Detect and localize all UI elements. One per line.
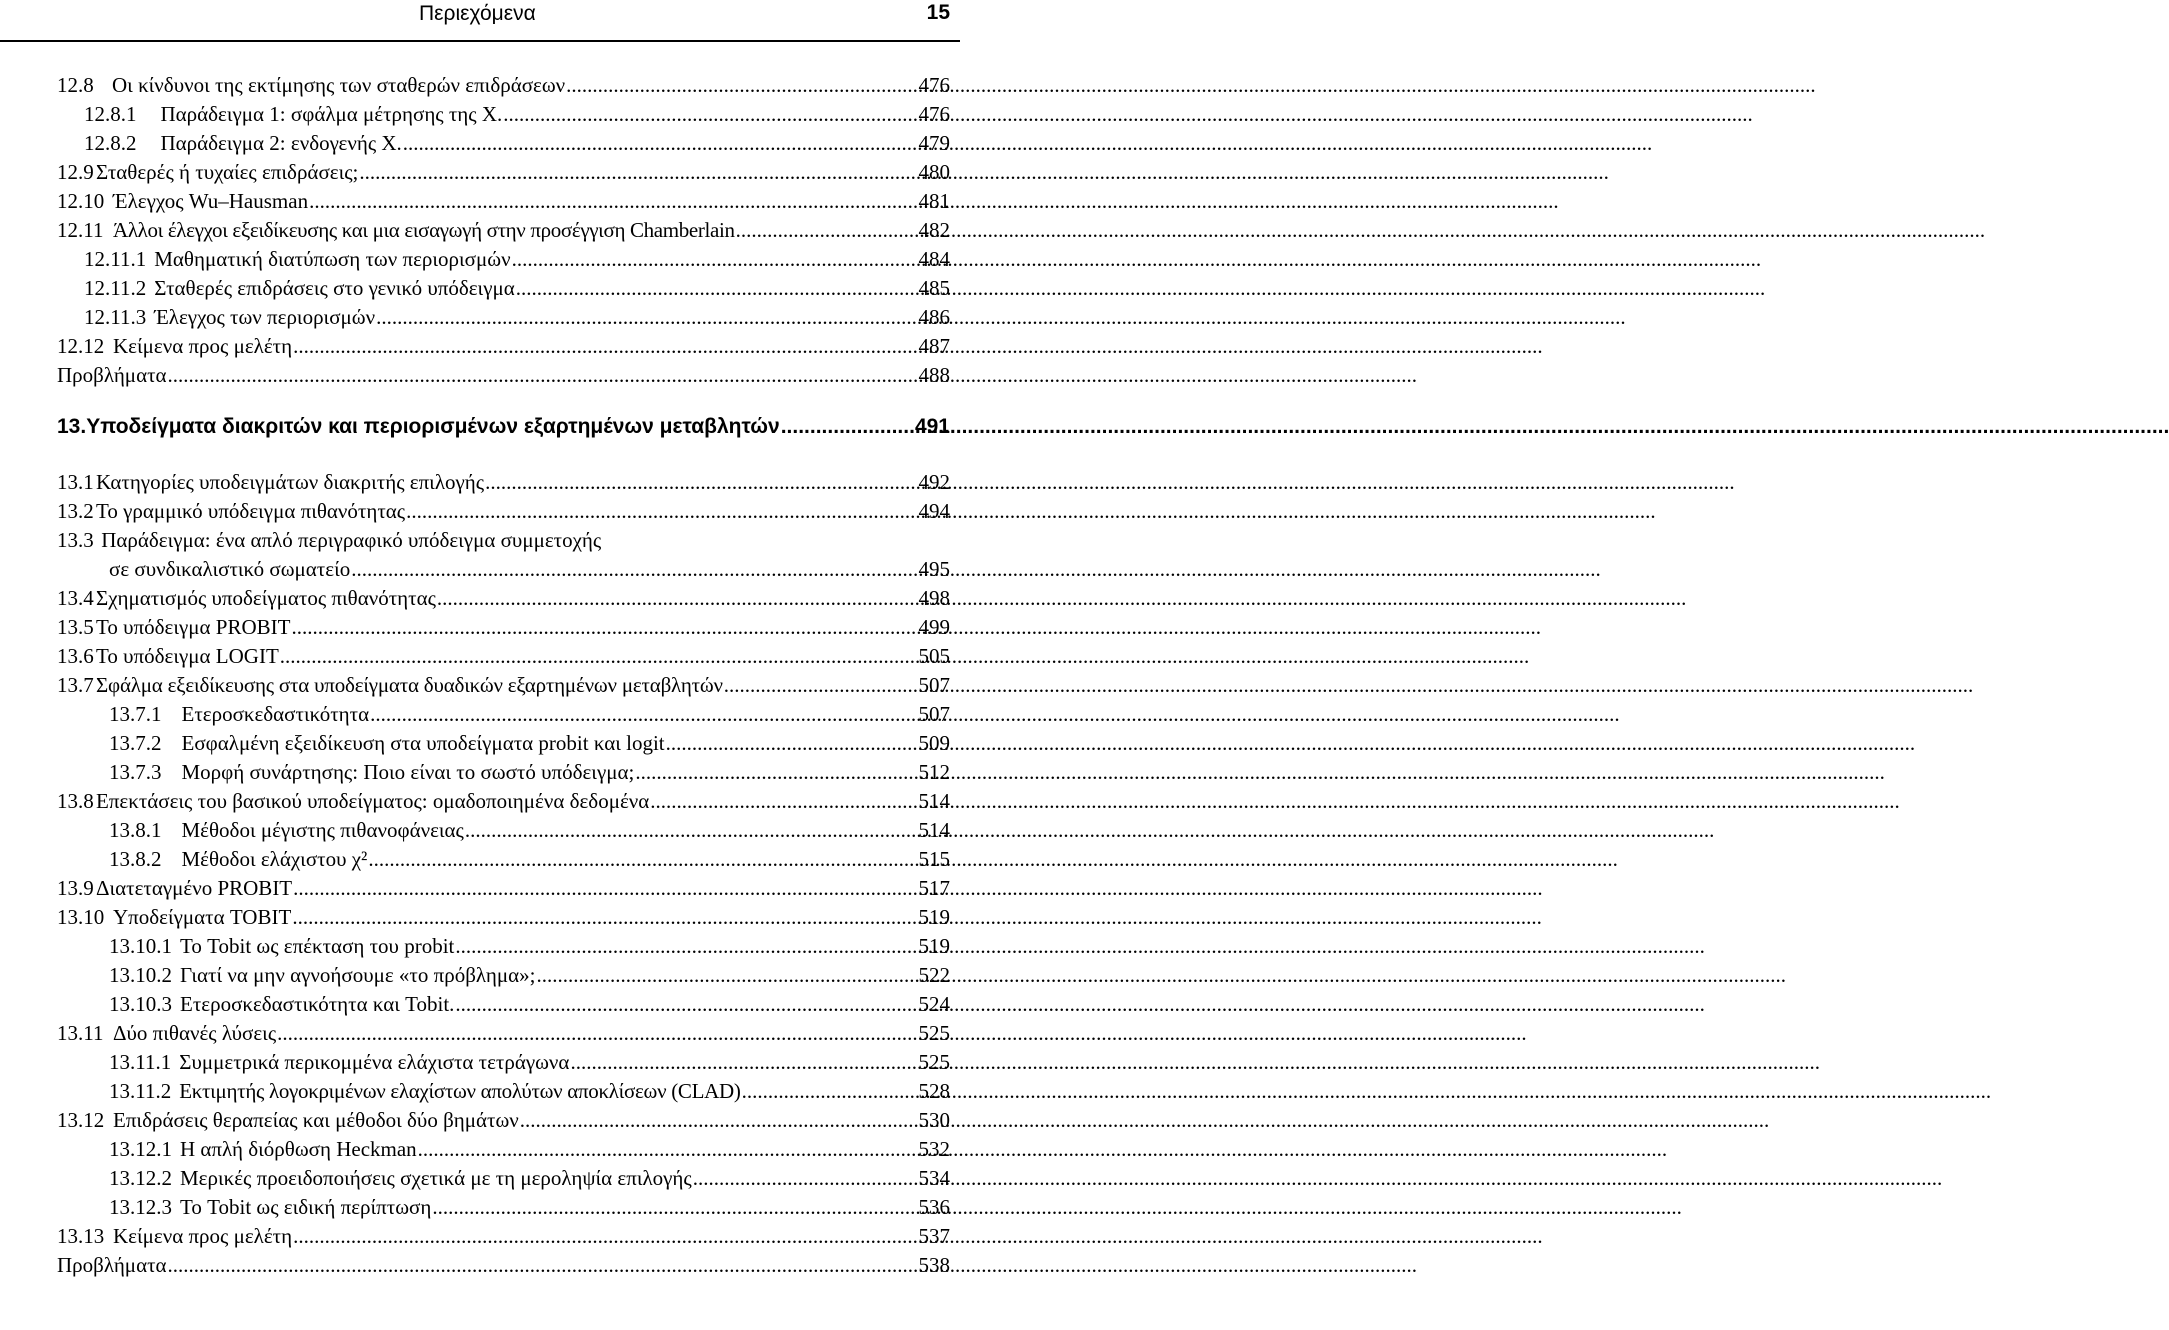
toc-entry[interactable]: [109, 1136, 950, 1162]
entry-number: 12.9: [57, 160, 94, 184]
dot-leader: [370, 701, 917, 727]
entry-page: 519: [918, 905, 950, 929]
dot-leader: [359, 159, 917, 185]
toc-entry[interactable]: [57, 188, 950, 214]
toc-entry[interactable]: [57, 1252, 950, 1278]
entry-page: 517: [918, 876, 950, 900]
entry-number: 13.13: [57, 1224, 105, 1248]
entry-title: Έλεγχος Wu–Hausman: [113, 189, 309, 213]
dot-leader: [309, 188, 917, 214]
dot-leader: [485, 469, 917, 495]
entry-page: 492: [918, 470, 950, 494]
entry-page: 479: [918, 131, 950, 155]
entry-number: 12.8: [57, 73, 94, 97]
dot-leader: [368, 846, 917, 872]
entry-number: 13.8: [57, 789, 94, 813]
dot-leader: [693, 1165, 918, 1191]
entry-page: 514: [918, 818, 950, 842]
dot-leader: [280, 643, 918, 669]
entry-title: Παράδειγμα 1: σφάλμα μέτρησης της X.: [160, 102, 503, 126]
dot-leader: [437, 585, 918, 611]
entry-title: σε συνδικαλιστικό σωματείο: [109, 557, 351, 581]
entry-page: 499: [918, 615, 950, 639]
entry-title: Προβλήματα: [57, 363, 167, 387]
dot-leader: [351, 556, 917, 582]
entry-title: Δύο πιθανές λύσεις: [113, 1021, 277, 1045]
entry-number: 13.10.3: [109, 992, 172, 1016]
toc-entry[interactable]: [57, 527, 601, 553]
toc-entry[interactable]: [57, 672, 950, 698]
entry-number: 13.7: [57, 673, 94, 697]
toc-entry[interactable]: [109, 962, 950, 988]
dot-leader: [635, 759, 917, 785]
toc-entry[interactable]: [109, 730, 950, 756]
entry-page: 537: [918, 1224, 950, 1248]
entry-number: 12.11: [57, 218, 104, 242]
chapter-page: 491: [914, 415, 950, 438]
toc-entry[interactable]: [57, 217, 950, 243]
toc-entry[interactable]: [57, 72, 950, 98]
entry-title: Η απλή διόρθωση Heckman: [180, 1137, 417, 1161]
entry-number: 13.12: [57, 1108, 105, 1132]
dot-leader: [293, 333, 917, 359]
toc-entry[interactable]: [57, 333, 950, 359]
entry-number: 13.7.2: [109, 731, 162, 755]
toc-entry[interactable]: [57, 498, 950, 524]
entry-number: 13.11: [57, 1021, 104, 1045]
entry-page: 485: [918, 276, 950, 300]
toc-entry[interactable]: [109, 1194, 950, 1220]
dot-leader: [293, 875, 917, 901]
toc-entry[interactable]: [57, 614, 950, 640]
toc-entry-continuation[interactable]: [109, 556, 950, 582]
entry-number: 13.10.1: [109, 934, 172, 958]
entry-number: 13.8.1: [109, 818, 162, 842]
entry-title: Μορφή συνάρτησης: Ποιο είναι το σωστό υπόδειγμα;: [181, 760, 635, 784]
entry-page: 486: [918, 305, 950, 329]
entry-number: 13.10: [57, 905, 105, 929]
dot-leader: [570, 1049, 917, 1075]
entry-number: 13.4: [57, 586, 94, 610]
dot-leader: [455, 933, 917, 959]
entry-number: 13.11.2: [109, 1079, 172, 1103]
entry-page: 476: [918, 73, 950, 97]
entry-title: Παράδειγμα: ένα απλό περιγραφικό υπόδειγμα συμμετοχής: [101, 528, 602, 552]
dot-leader: [293, 1223, 917, 1249]
entry-page: 509: [918, 731, 950, 755]
entry-title: Εσφαλμένη εξειδίκευση στα υποδείγματα probit και logit: [181, 731, 665, 755]
entry-title: Το Tobit ως επέκταση του probit: [180, 934, 455, 958]
dot-leader: [503, 101, 917, 127]
toc-entry[interactable]: [57, 585, 950, 611]
entry-title: Κείμενα προς μελέτη: [113, 334, 293, 358]
dot-leader: [406, 498, 917, 524]
entry-title: Προβλήματα: [57, 1253, 167, 1277]
toc-entry[interactable]: [57, 1223, 950, 1249]
toc-entry[interactable]: [57, 875, 950, 901]
entry-number: 12.8.2: [84, 131, 137, 155]
entry-page: 488: [918, 363, 950, 387]
dot-leader: [168, 362, 918, 388]
entry-title: Κατηγορίες υποδειγμάτων διακριτής επιλογής: [96, 470, 485, 494]
toc-entry[interactable]: [57, 904, 950, 930]
entry-page: 525: [918, 1050, 950, 1074]
entry-title: Επεκτάσεις του βασικού υποδείγματος: ομαδοποιημένα δεδομένα: [96, 789, 650, 813]
dot-leader: [724, 672, 918, 698]
entry-title: Έλεγχος των περιορισμών: [154, 305, 376, 329]
toc-entry[interactable]: [57, 1020, 950, 1046]
entry-title: Το υπόδειγμα PROBIT: [96, 615, 291, 639]
entry-page: 481: [918, 189, 950, 213]
toc-entry[interactable]: [109, 1049, 950, 1075]
toc-entry[interactable]: [57, 469, 950, 495]
entry-page: 534: [918, 1166, 950, 1190]
entry-title: Συμμετρικά περικομμένα ελάχιστα τετράγωνα: [179, 1050, 570, 1074]
chapter-number: 13.: [57, 415, 87, 438]
dot-leader: [566, 72, 917, 98]
page-header: [0, 0, 960, 42]
dot-leader: [168, 1252, 918, 1278]
dot-leader: [376, 304, 917, 330]
entry-number: 13.2: [57, 499, 94, 523]
toc-entry[interactable]: [84, 101, 950, 127]
entry-page: 487: [918, 334, 950, 358]
entry-page: 495: [918, 557, 950, 581]
toc-entry[interactable]: [109, 701, 950, 727]
entry-page: 519: [918, 934, 950, 958]
entry-number: 13.7.3: [109, 760, 162, 784]
running-title: Περιεχόμενα: [419, 2, 536, 25]
entry-page: 532: [918, 1137, 950, 1161]
entry-number: 13.12.1: [109, 1137, 172, 1161]
toc-entry[interactable]: [109, 846, 950, 872]
entry-page: 484: [918, 247, 950, 271]
dot-leader: [736, 217, 918, 243]
toc-entry[interactable]: [57, 643, 950, 669]
entry-number: 12.8.1: [84, 102, 137, 126]
toc-entry[interactable]: [109, 817, 950, 843]
toc-entry[interactable]: [109, 991, 950, 1017]
entry-number: 12.11.2: [84, 276, 147, 300]
entry-title: Κείμενα προς μελέτη: [113, 1224, 293, 1248]
toc-entry[interactable]: [57, 1107, 950, 1133]
dot-leader: [781, 414, 914, 440]
entry-page: 498: [918, 586, 950, 610]
chapter-title: Υποδείγματα διακριτών και περιορισμένων εξαρτημένων μεταβλητών: [86, 415, 780, 438]
entry-page: 494: [918, 499, 950, 523]
toc-entry[interactable]: [57, 788, 950, 814]
entry-title: Διατεταγμένο PROBIT: [96, 876, 293, 900]
dot-leader: [292, 904, 917, 930]
entry-number: 13.11.1: [109, 1050, 172, 1074]
dot-leader: [432, 1194, 917, 1220]
page-number: 15: [926, 1, 950, 24]
entry-title: Μαθηματική διατύπωση των περιορισμών: [154, 247, 511, 271]
entry-title: Το γραμμικό υπόδειγμα πιθανότητας: [96, 499, 406, 523]
toc-entry[interactable]: [84, 246, 950, 272]
dot-leader: [666, 730, 918, 756]
dot-leader: [418, 1136, 918, 1162]
entry-title: Γιατί να μην αγνοήσουμε «το πρόβλημα»;: [180, 963, 536, 987]
entry-page: 522: [918, 963, 950, 987]
entry-title: Μέθοδοι ελάχιστου χ²: [181, 847, 368, 871]
entry-page: 482: [918, 218, 950, 242]
dot-leader: [742, 1078, 918, 1104]
entry-title: Άλλοι έλεγχοι εξειδίκευσης και μια εισαγωγή στην προσέγγιση Chamberlain: [113, 218, 735, 242]
entry-title: Σφάλμα εξειδίκευσης στα υποδείγματα δυαδικών εξαρτημένων μεταβλητών: [96, 673, 723, 697]
entry-title: Σταθερές επιδράσεις στο γενικό υπόδειγμα: [154, 276, 515, 300]
toc-entry[interactable]: [109, 1078, 950, 1104]
dot-leader: [516, 275, 918, 301]
entry-number: 13.10.2: [109, 963, 172, 987]
entry-number: 12.11.1: [84, 247, 147, 271]
entry-number: 13.9: [57, 876, 94, 900]
entry-page: 514: [918, 789, 950, 813]
entry-title: Σταθερές ή τυχαίες επιδράσεις;: [96, 160, 359, 184]
entry-page: 512: [918, 760, 950, 784]
dot-leader: [455, 991, 917, 1017]
toc-entry[interactable]: [57, 159, 950, 185]
entry-title: Το υπόδειγμα LOGIT: [96, 644, 279, 668]
toc-entry[interactable]: [84, 275, 950, 301]
entry-title: Ετεροσκεδαστικότητα: [181, 702, 370, 726]
entry-title: Οι κίνδυνοι της εκτίμησης των σταθερών επιδράσεων: [112, 73, 566, 97]
entry-page: 538: [918, 1253, 950, 1277]
dot-leader: [512, 246, 918, 272]
entry-title: Μερικές προειδοποιήσεις σχετικά με τη μεροληψία επιλογής: [180, 1166, 692, 1190]
entry-page: 480: [918, 160, 950, 184]
entry-page: 507: [918, 673, 950, 697]
dot-leader: [291, 614, 917, 640]
entry-page: 524: [918, 992, 950, 1016]
entry-number: 12.11.3: [84, 305, 147, 329]
entry-number: 13.3: [57, 528, 94, 552]
toc-entry[interactable]: [57, 362, 950, 388]
toc-entry[interactable]: [109, 759, 950, 785]
entry-number: 13.7.1: [109, 702, 162, 726]
entry-title: Μέθοδοι μέγιστης πιθανοφάνειας: [181, 818, 464, 842]
entry-page: 528: [918, 1079, 950, 1103]
dot-leader: [536, 962, 917, 988]
entry-title: Παράδειγμα 2: ενδογενής X.: [160, 131, 402, 155]
dot-leader: [520, 1107, 918, 1133]
entry-number: 13.6: [57, 644, 94, 668]
entry-title: Το Tobit ως ειδική περίπτωση: [180, 1195, 432, 1219]
dot-leader: [403, 130, 918, 156]
dot-leader: [650, 788, 917, 814]
entry-number: 12.12: [57, 334, 105, 358]
chapter-heading[interactable]: [57, 414, 950, 440]
entry-page: 505: [918, 644, 950, 668]
entry-page: 515: [918, 847, 950, 871]
dot-leader: [277, 1020, 917, 1046]
dot-leader: [465, 817, 918, 843]
entry-number: 13.12.3: [109, 1195, 172, 1219]
entry-number: 13.8.2: [109, 847, 162, 871]
entry-page: 507: [918, 702, 950, 726]
toc-entry[interactable]: [109, 933, 950, 959]
entry-title: Εκτιμητής λογοκριμένων ελαχίστων απολύτων αποκλίσεων (CLAD): [179, 1079, 741, 1103]
entry-title: Σχηματισμός υποδείγματος πιθανότητας: [96, 586, 436, 610]
entry-title: Επιδράσεις θεραπείας και μέθοδοι δύο βημάτων: [113, 1108, 519, 1132]
entry-number: 12.10: [57, 189, 105, 213]
toc-entry[interactable]: [84, 130, 950, 156]
entry-number: 13.5: [57, 615, 94, 639]
entry-number: 13.1: [57, 470, 94, 494]
entry-page: 530: [918, 1108, 950, 1132]
entry-page: 536: [918, 1195, 950, 1219]
toc-entry[interactable]: [84, 304, 950, 330]
entry-page: 476: [918, 102, 950, 126]
entry-title: Ετεροσκεδαστικότητα και Tobit.: [180, 992, 455, 1016]
entry-page: 525: [918, 1021, 950, 1045]
entry-number: 13.12.2: [109, 1166, 172, 1190]
toc-entry[interactable]: [109, 1165, 950, 1191]
entry-title: Υποδείγματα TOBIT: [113, 905, 292, 929]
